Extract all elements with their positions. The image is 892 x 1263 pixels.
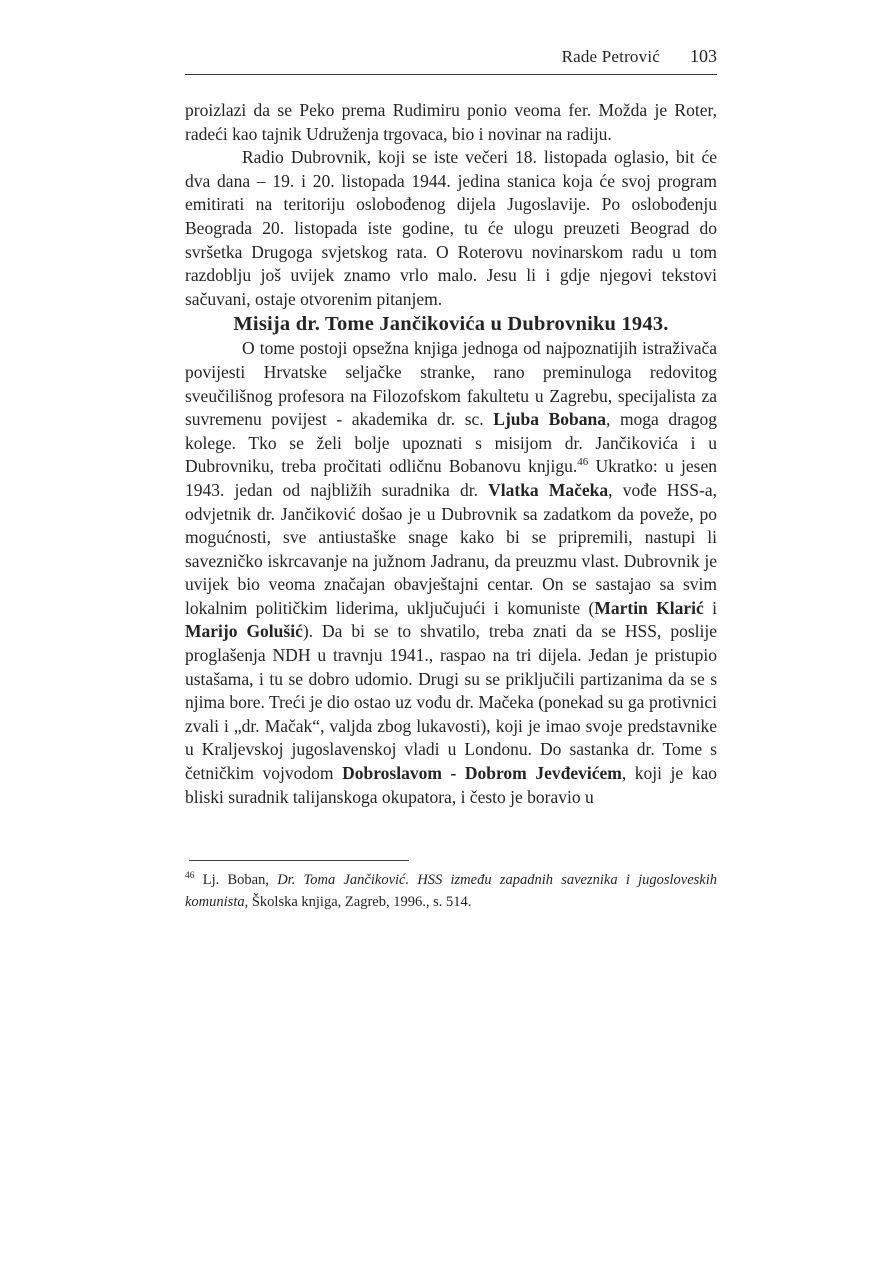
footnote-separator [189, 860, 409, 861]
footnote-block [185, 860, 717, 913]
body-text [185, 99, 717, 809]
page-number: 103 [690, 46, 717, 66]
running-header-author: Rade Petrović [561, 47, 660, 66]
paragraph-2: Radio Dubrovnik, koji se iste večeri 18. listopada oglasio, bit će dva dana – 19. i 20. listopada 1944. jedina stanica koja će svoj program emitirati na teritoriju oslobođenog dijela Jugoslavije. Po oslobođenju Beograda 20. listopada iste godine, tu će ulogu preuzeti Beograd do svršetka Drugoga svjetskog rata. O Roterovu novinarskom radu u tom razdoblju još uvijek znamo vrlo malo. Jesu li i gdje njegovi tekstovi sačuvani, ostaje otvorenim pitanjem. [185, 147, 717, 309]
footnote-text: $^{46}$ Lj. Boban, Dr. Toma Jančiković. HSS između zapadnih saveznika i jugosloveskih komunista, Školska knjiga, Zagreb, 1996., s. 514. [185, 871, 718, 910]
main-paragraph: O tome postoji opsežna knjiga jednoga od najpoznatijih istraživača povijesti Hrvatske seljačke stranke, rano preminuloga redovitog sveučilišnog profesora na Filozofskom fakultetu u Zagrebu, specijalista za suvremenu povijest - akademika dr. sc. Ljuba Bobana, moga dragog kolege. Tko se želi bolje upoznati s misijom dr. Jančikovića i u Dubrovniku, treba pročitati odličnu Bobanovu knjigu.$^{46}$ Ukratko: u jesen 1943. jedan od najbližih suradnika dr. Vlatka Mačeka, vođe HSS-a, odvjetnik dr. Jančiković došao je u Dubrovnik sa zadatkom da poveže, po mogućnosti, sve antiustaške snage kako bi se pripremili, nastupi li savezničko iskrcavanje na južnom Jadranu, da preuzmu vlast. Dubrovnik je uvijek bio veoma značajan obavještajni centar. On se sastajao sa svim lokalnim političkim liderima, uključujući i komuniste (Martin Klarić i Marijo Golušić). Da bi se to shvatilo, treba znati da se HSS, poslije proglašenja NDH u travnju 1941., raspao na tri dijela. Jedan je pristupio ustašama, i tu se dobro udomio. Drugi su se priključili partizanima da se s njima bore. Treći je dio ostao uz vođu dr. Mačeka (ponekad su ga protivnici zvali i „dr. Mačak“, valjda zbog lukavosti), koji je imao svoje predstavnike u Kraljevskoj jugoslavenskoj vladi u Londonu. Do sastanka dr. Tome s četničkim vojvodom Dobroslavom - Dobrom Jevđevićem, koji je kao bliski suradnik talijanskoga okupatora, i često je boravio u [185, 338, 718, 807]
page-header [185, 46, 717, 75]
paragraph-1: proizlazi da se Peko prema Rudimiru ponio veoma fer. Možda je Roter, radeći kao tajnik Udruženja trgovaca, bio i novinar na radiju. [185, 100, 717, 144]
section-heading: Misija dr. Tome Jančikovića u Dubrovniku 1943. [233, 313, 669, 336]
